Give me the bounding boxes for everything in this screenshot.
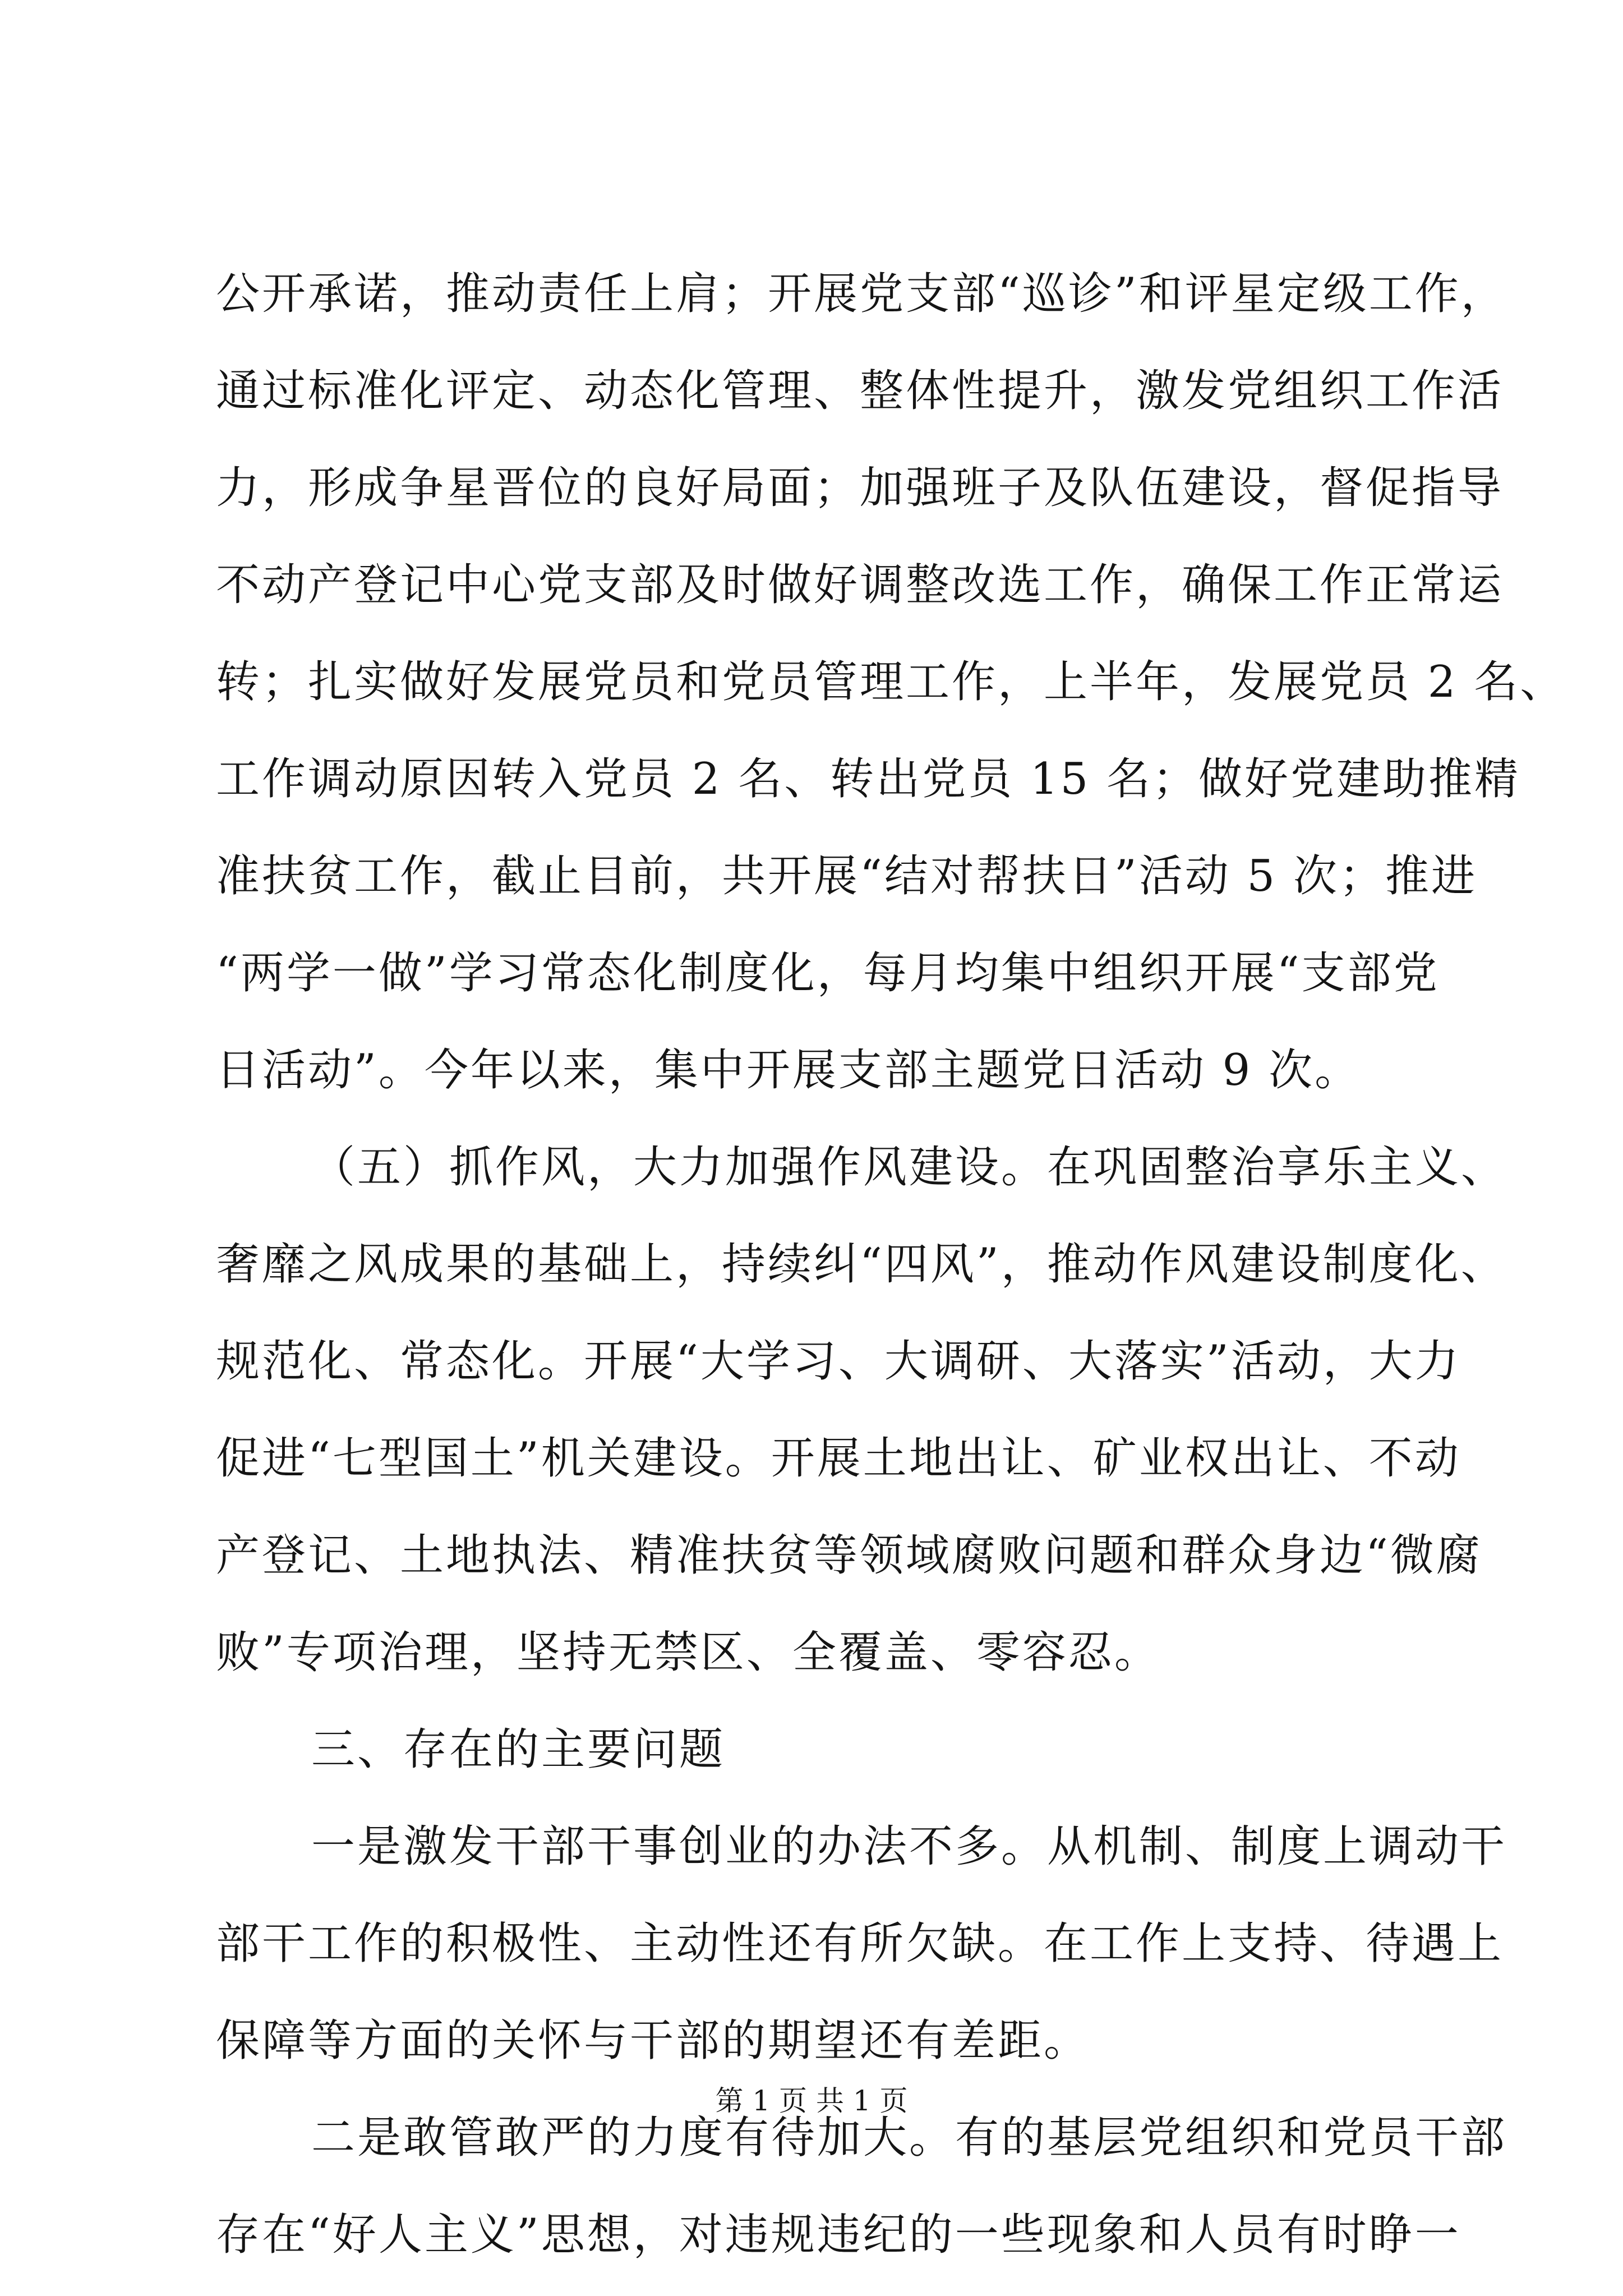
text-line: 不动产登记中心党支部及时做好调整改选工作，确保工作正常运 bbox=[216, 559, 1504, 610]
text-line: 力，形成争星晋位的良好局面；加强班子及队伍建设，督促指导 bbox=[216, 462, 1504, 513]
text-line: 败”专项治理，坚持无禁区、全覆盖、零容忍。 bbox=[216, 1627, 1160, 1678]
text-line: 准扶贫工作，截止目前，共开展“结对帮扶日”活动 5 次；推进 bbox=[216, 850, 1477, 901]
document-body bbox=[216, 241, 1566, 2279]
section-heading: 三、存在的主要问题 bbox=[311, 1724, 726, 1775]
text-line: 保障等方面的关怀与干部的期望还有差距。 bbox=[216, 2015, 1090, 2066]
text-line: 公开承诺，推动责任上肩；开展党支部“巡诊”和评星定级工作， bbox=[216, 268, 1507, 319]
text-line: 工作调动原因转入党员 2 名、转出党员 15 名；做好党建助推精 bbox=[216, 753, 1521, 804]
text-line: “两学一做”学习常态化制度化，每月均集中组织开展“支部党 bbox=[216, 947, 1440, 999]
text-line: 二是敢管敢严的力度有待加大。有的基层党组织和党员干部 bbox=[311, 2112, 1507, 2163]
text-line: 产登记、土地执法、精准扶贫等领域腐败问题和群众身边“微腐 bbox=[216, 1530, 1482, 1581]
text-line: 奢靡之风成果的基础上，持续纠“四风”，推动作风建设制度化、 bbox=[216, 1239, 1507, 1290]
text-line: 转；扎实做好发展党员和党员管理工作，上半年，发展党员 2 名、 bbox=[216, 656, 1566, 707]
text-line: 通过标准化评定、动态化管理、整体性提升，激发党组织工作活 bbox=[216, 365, 1504, 416]
text-line: 促进“七型国土”机关建设。开展土地出让、矿业权出让、不动 bbox=[216, 1433, 1461, 1484]
text-line: 规范化、常态化。开展“大学习、大调研、大落实”活动，大力 bbox=[216, 1336, 1461, 1387]
text-line: 一是激发干部干事创业的办法不多。从机制、制度上调动干 bbox=[311, 1821, 1507, 1872]
text-line: 部干工作的积极性、主动性还有所欠缺。在工作上支持、待遇上 bbox=[216, 1918, 1504, 1969]
page-number-footer: 第 1 页 共 1 页 bbox=[715, 2085, 908, 2117]
text-line: 存在“好人主义”思想，对违规违纪的一些现象和人员有时睁一 bbox=[216, 2209, 1461, 2260]
text-line: 日活动”。今年以来，集中开展支部主题党日活动 9 次。 bbox=[216, 1045, 1361, 1096]
section-heading-line: （五）抓作风，大力加强作风建设。在巩固整治享乐主义、 bbox=[311, 1142, 1507, 1193]
